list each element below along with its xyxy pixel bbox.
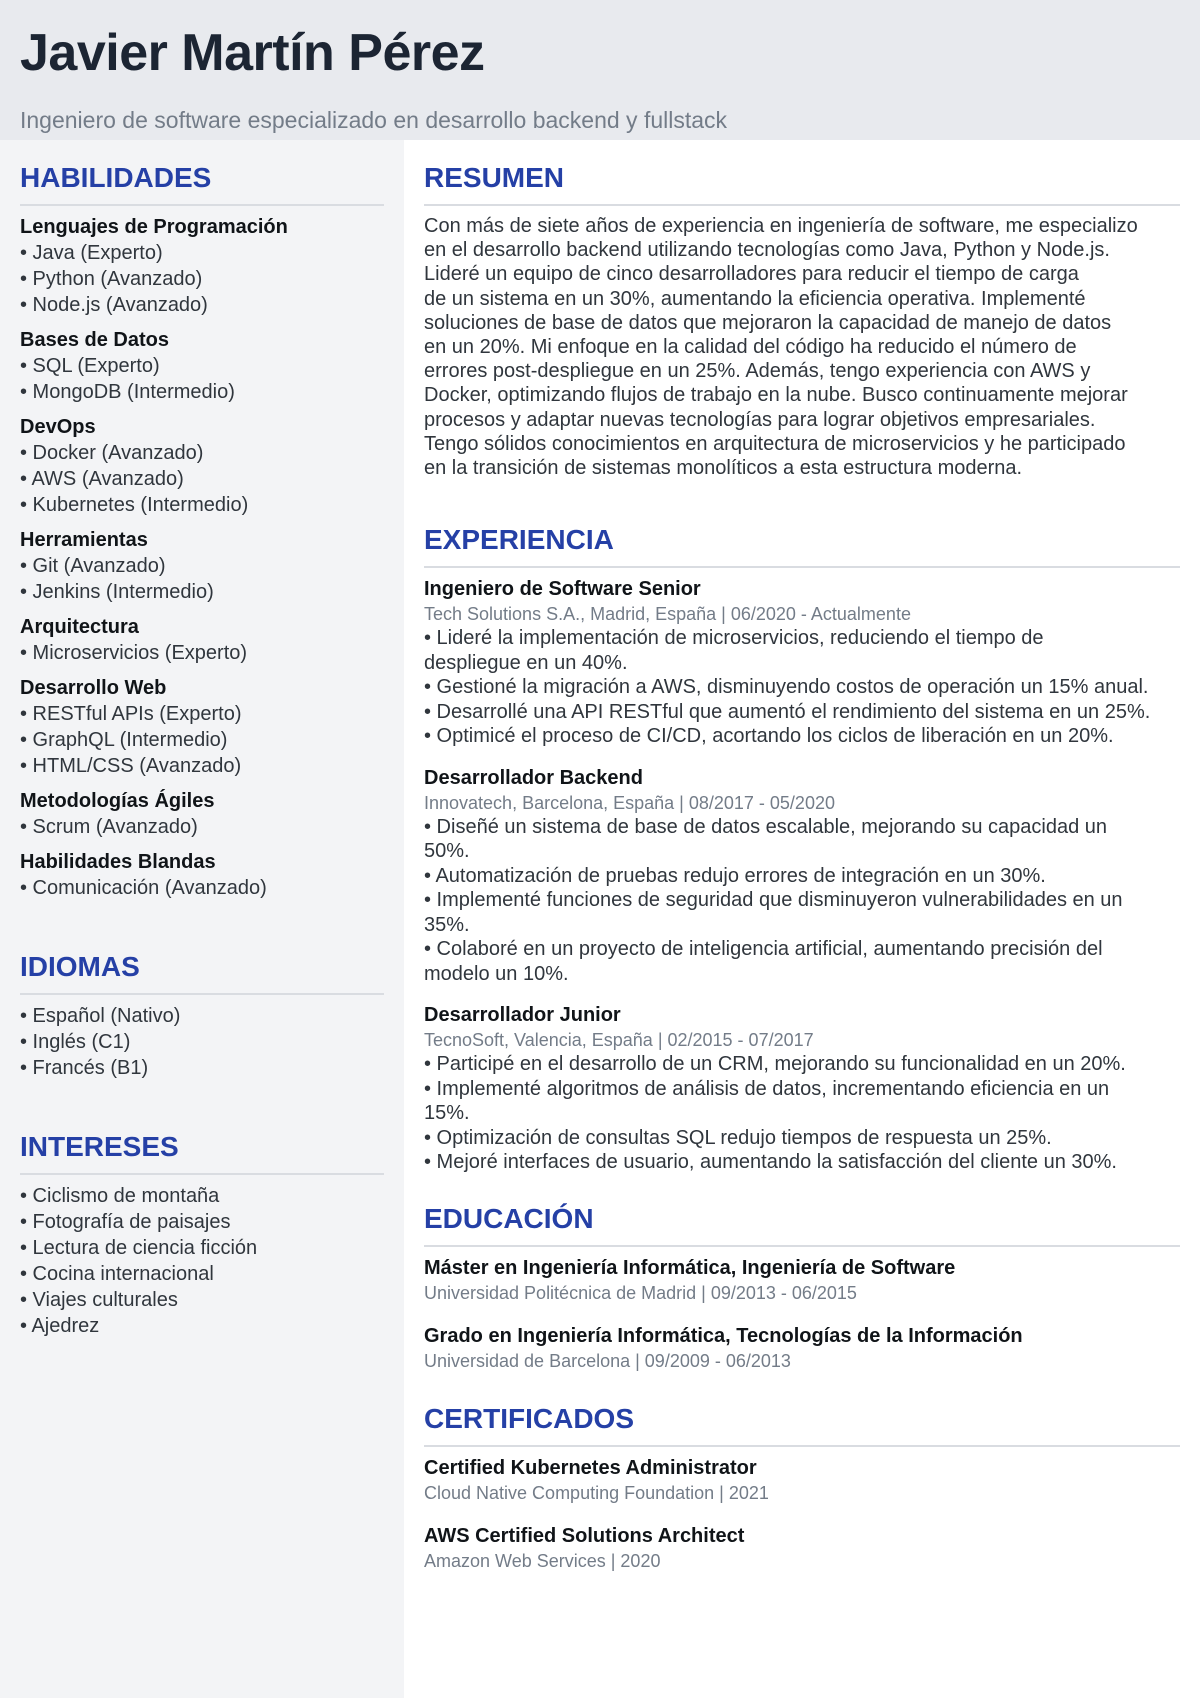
interest-item: • Cocina internacional [20,1263,214,1285]
skill-item: • Node.js (Avanzado) [20,294,208,316]
interest-item: • Fotografía de paisajes [20,1211,231,1233]
summary-line: procesos y adaptar nuevas tecnologías para lograr objetivos empresariales. [424,408,1096,431]
skill-group-title: Herramientas [20,529,148,551]
job-achievement-line: • Colaboré en un proyecto de inteligencia artificial, aumentando precisión del [424,938,1103,961]
skill-group [20,788,384,840]
job-achievement-line: • Optimización de consultas SQL redujo tiempos de respuesta un 25%. [424,1126,1052,1149]
summary-line: Con más de siete años de experiencia en ingeniería de software, me especializo [424,215,1138,237]
certificate-entry [424,1455,1180,1505]
jobs-list [424,576,1180,1175]
job-achievement-line: 35%. [424,913,470,936]
sidebar [0,140,404,1698]
skill-item: • MongoDB (Intermedio) [20,381,235,403]
skill-group [20,614,384,666]
job-achievement-line: modelo un 10%. [424,962,569,985]
skill-group-title: Arquitectura [20,616,139,638]
main-content [404,140,1200,1698]
skill-group [20,327,384,405]
job-title: Desarrollador Junior [424,1004,621,1027]
certificates-list [424,1455,1180,1573]
job-achievement-line: • Optimicé el proceso de CI/CD, acortando los ciclos de liberación en un 20%. [424,725,1114,748]
job-entry [424,576,1180,749]
summary-line: en la transición de sistemas monolíticos a esta estructura moderna. [424,457,1023,480]
skill-group [20,414,384,518]
skill-group [20,527,384,605]
skill-item: • AWS (Avanzado) [20,468,184,490]
summary-line: Docker, optimizando flujos de trabajo en la nube. Busco continuamente mejorar [424,384,1128,407]
certificate-meta: Amazon Web Services | 2020 [424,1550,661,1571]
skill-group [20,214,384,318]
job-meta: Tech Solutions S.A., Madrid, España | 06/2020 - Actualmente [424,604,911,625]
job-achievement-line: • Automatización de pruebas redujo errores de integración en un 30%. [424,864,1046,887]
language-item: • Francés (B1) [20,1057,149,1079]
skills-section [20,160,384,901]
certificates-title: CERTIFICADOS [424,1401,1180,1447]
interest-item: • Lectura de ciencia ficción [20,1237,258,1259]
language-item: • Español (Nativo) [20,1005,181,1027]
degree-title: Máster en Ingeniería Informática, Ingeniería de Software [424,1256,956,1279]
skills-list [20,214,384,901]
skill-item: • Docker (Avanzado) [20,442,204,464]
job-achievement-line: • Mejoré interfaces de usuario, aumentando la satisfacción del cliente un 30%. [424,1151,1117,1174]
job-achievement-line: 15%. [424,1102,470,1125]
resume-header [0,0,1200,140]
skill-item: • GraphQL (Intermedio) [20,729,228,751]
candidate-name: Javier Martín Pérez [20,24,485,82]
job-achievement-line: • Implementé algoritmos de análisis de datos, incrementando eficiencia en un [424,1077,1110,1100]
skill-item: • Python (Avanzado) [20,268,203,290]
education-list [424,1255,1180,1373]
education-entry [424,1255,1180,1305]
skill-item: • Jenkins (Intermedio) [20,581,214,603]
skill-item: • Scrum (Avanzado) [20,816,198,838]
summary-line: errores post-despliegue en un 25%. Además, tengo experiencia con AWS y [424,360,1091,383]
interests-list [20,1183,384,1339]
interest-item: • Viajes culturales [20,1289,178,1311]
job-title: Ingeniero de Software Senior [424,578,701,601]
skill-group [20,675,384,779]
skill-item: • HTML/CSS (Avanzado) [20,755,242,777]
job-achievement-line: • Gestioné la migración a AWS, disminuyendo costos de operación un 15% anual. [424,676,1149,699]
skill-item: • Java (Experto) [20,242,163,264]
certificate-meta: Cloud Native Computing Foundation | 2021 [424,1482,769,1503]
skill-group [20,849,384,901]
interests-section [20,1129,384,1339]
job-achievement-line: • Lideré la implementación de microservicios, reduciendo el tiempo de [424,627,1044,650]
skill-item: • Git (Avanzado) [20,555,166,577]
language-item: • Inglés (C1) [20,1031,131,1053]
degree-meta: Universidad Politécnica de Madrid | 09/2013 - 06/2015 [424,1282,857,1303]
degree-meta: Universidad de Barcelona | 09/2009 - 06/2013 [424,1350,791,1371]
skill-group-title: Desarrollo Web [20,677,167,699]
skill-group-title: Metodologías Ágiles [20,790,215,812]
candidate-tagline: Ingeniero de software especializado en desarrollo backend y fullstack [20,107,728,133]
job-achievement-line: • Participé en el desarrollo de un CRM, mejorando su funcionalidad en un 20%. [424,1053,1126,1076]
summary-line: en un 20%. Mi enfoque en la calidad del código ha reducido el número de [424,336,1077,359]
skill-group-title: DevOps [20,416,96,438]
summary-title: RESUMEN [424,160,1180,206]
skill-item: • Comunicación (Avanzado) [20,877,267,899]
certificates-section [424,1401,1180,1573]
job-achievement-line: • Diseñé un sistema de base de datos escalable, mejorando su capacidad un [424,815,1107,838]
job-title: Desarrollador Backend [424,766,643,789]
summary-line: en el desarrollo backend utilizando tecnologías como Java, Python y Node.js. [424,239,1110,262]
skill-group-title: Bases de Datos [20,329,169,351]
skill-group-title: Habilidades Blandas [20,851,216,873]
skills-title: HABILIDADES [20,160,384,206]
job-achievement-line: despliegue en un 40%. [424,651,628,674]
experience-title: EXPERIENCIA [424,522,1180,568]
interest-item: • Ajedrez [20,1315,100,1337]
job-achievement-line: • Desarrollé una API RESTful que aumentó el rendimiento del sistema en un 25%. [424,700,1151,723]
job-achievement-line: 50%. [424,840,470,863]
summary-line: Tengo sólidos conocimientos en arquitectura de microservicios y he participado [424,432,1126,455]
summary-section [424,160,1180,480]
languages-section [20,949,384,1081]
experience-section [424,522,1180,1175]
languages-title: IDIOMAS [20,949,384,995]
skill-item: • Microservicios (Experto) [20,642,248,664]
job-meta: Innovatech, Barcelona, España | 08/2017 - 05/2020 [424,792,835,813]
education-title: EDUCACIÓN [424,1201,1180,1247]
languages-list [20,1003,384,1081]
skill-group-title: Lenguajes de Programación [20,216,288,238]
summary-line: de un sistema en un 30%, aumentando la eficiencia operativa. Implementé [424,287,1086,310]
job-meta: TecnoSoft, Valencia, España | 02/2015 - 07/2017 [424,1030,814,1051]
summary-line: soluciones de base de datos que mejoraron la capacidad de manejo de datos [424,311,1112,334]
summary-line: Lideré un equipo de cinco desarrolladores para reducir el tiempo de carga [424,263,1079,286]
job-entry [424,1002,1180,1175]
education-section [424,1201,1180,1373]
certificate-title: Certified Kubernetes Administrator [424,1456,757,1479]
certificate-entry [424,1523,1180,1573]
skill-item: • RESTful APIs (Experto) [20,703,242,725]
skill-item: • Kubernetes (Intermedio) [20,494,249,516]
certificate-title: AWS Certified Solutions Architect [424,1524,745,1547]
job-achievement-line: • Implementé funciones de seguridad que disminuyeron vulnerabilidades en un [424,889,1123,912]
degree-title: Grado en Ingeniería Informática, Tecnologías de la Información [424,1324,1023,1347]
interest-item: • Ciclismo de montaña [20,1185,220,1207]
interests-title: INTERESES [20,1129,384,1175]
summary-text [424,214,1184,480]
job-entry [424,765,1180,987]
education-entry [424,1323,1180,1373]
skill-item: • SQL (Experto) [20,355,160,377]
